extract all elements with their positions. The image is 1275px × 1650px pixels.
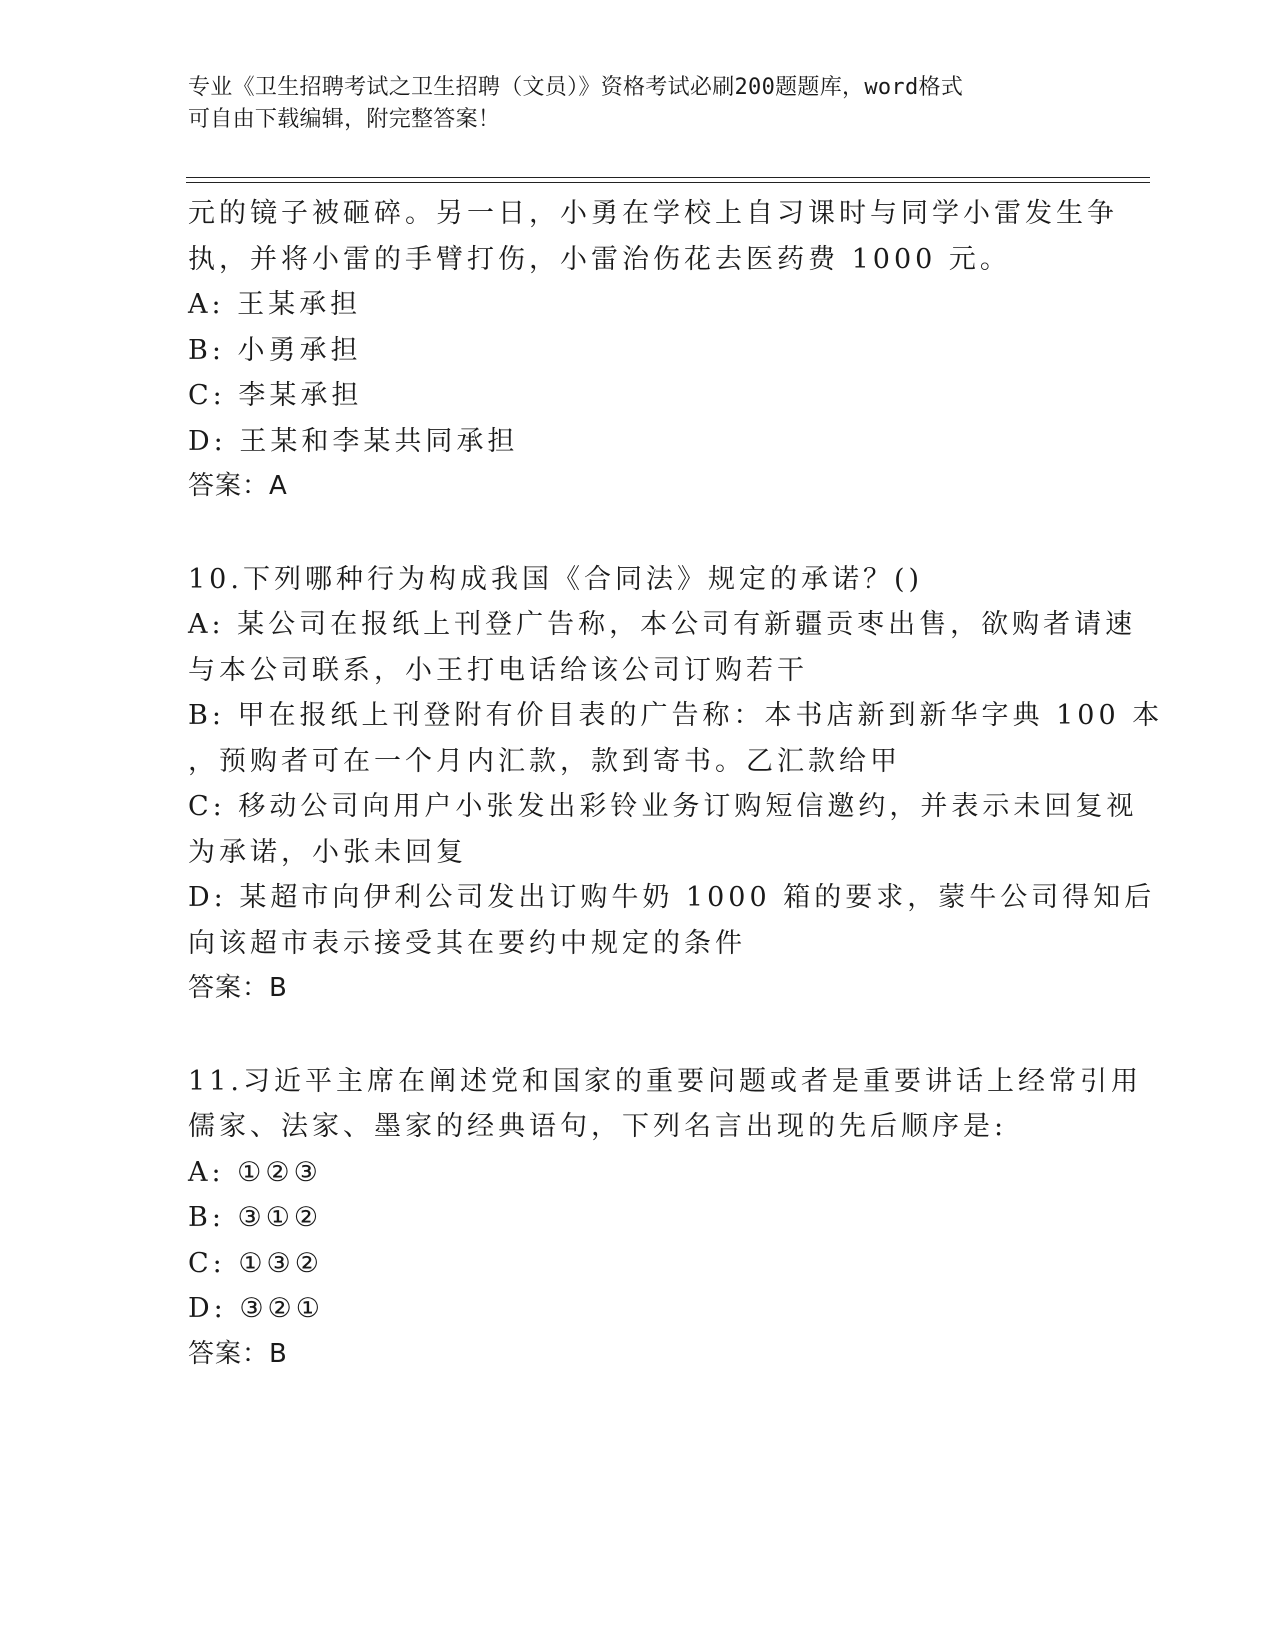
option-d-continued: 向该超市表示接受其在要约中规定的条件 <box>188 927 746 959</box>
document-body <box>188 191 1164 1377</box>
question-stem-line: 执，并将小雷的手臂打伤，小雷治伤花去医药费 1000 元。 <box>188 243 1011 275</box>
option-a: A: 王某承担 <box>188 289 362 320</box>
option-b: B: ③①② <box>188 1202 323 1233</box>
option-b-continued: ，预购者可在一个月内汇款，款到寄书。乙汇款给甲 <box>188 745 901 777</box>
answer-line: 答案：B <box>188 1338 288 1369</box>
option-d: D: 王某和李某共同承担 <box>188 425 519 457</box>
question-spacer <box>188 510 1088 557</box>
document-header <box>188 72 1088 136</box>
answer-line: 答案：B <box>188 973 288 1003</box>
option-b: B: 甲在报纸上刊登附有价目表的广告称：本书店新到新华字典 100 本 <box>188 700 1164 731</box>
option-c: C: 李某承担 <box>188 380 363 411</box>
header-divider-top <box>186 177 1150 178</box>
question-stem-line: 10.下列哪种行为构成我国《合同法》规定的承诺？() <box>188 563 924 595</box>
option-a-continued: 与本公司联系，小王打电话给该公司订购若干 <box>188 654 808 686</box>
question-stem-line: 元的镜子被砸碎。另一日，小勇在学校上自习课时与同学小雷发生争 <box>188 198 1118 229</box>
option-b: B: 小勇承担 <box>188 334 362 366</box>
question-stem-line: 11.习近平主席在阐述党和国家的重要问题或者是重要讲话上经常引用 <box>188 1065 1142 1097</box>
answer-line: 答案：A <box>188 471 288 501</box>
option-c: C: ①③② <box>188 1247 323 1279</box>
question-spacer <box>188 1012 1088 1059</box>
header-line-2: 可自由下载编辑，附完整答案！ <box>188 107 501 132</box>
option-a: A: 某公司在报纸上刊登广告称，本公司有新疆贡枣出售，欲购者请速 <box>188 609 1137 640</box>
option-d: D: 某超市向伊利公司发出订购牛奶 1000 箱的要求，蒙牛公司得知后 <box>188 882 1156 913</box>
header-divider-bottom <box>186 182 1150 183</box>
header-line-1: 专业《卫生招聘考试之卫生招聘（文员）》资格考试必刷200题题库，word格式 <box>188 75 964 100</box>
option-c-continued: 为承诺，小张未回复 <box>188 836 467 868</box>
question-11 <box>188 1059 1142 1378</box>
question-10 <box>188 557 1164 1012</box>
option-d: D: ③②① <box>188 1293 324 1324</box>
option-a: A: ①②③ <box>188 1156 322 1188</box>
option-c: C: 移动公司向用户小张发出彩铃业务订购短信邀约，并表示未回复视 <box>188 791 1138 822</box>
question-9-continued <box>188 191 1118 510</box>
question-stem-line: 儒家、法家、墨家的经典语句，下列名言出现的先后顺序是: <box>188 1111 1008 1142</box>
